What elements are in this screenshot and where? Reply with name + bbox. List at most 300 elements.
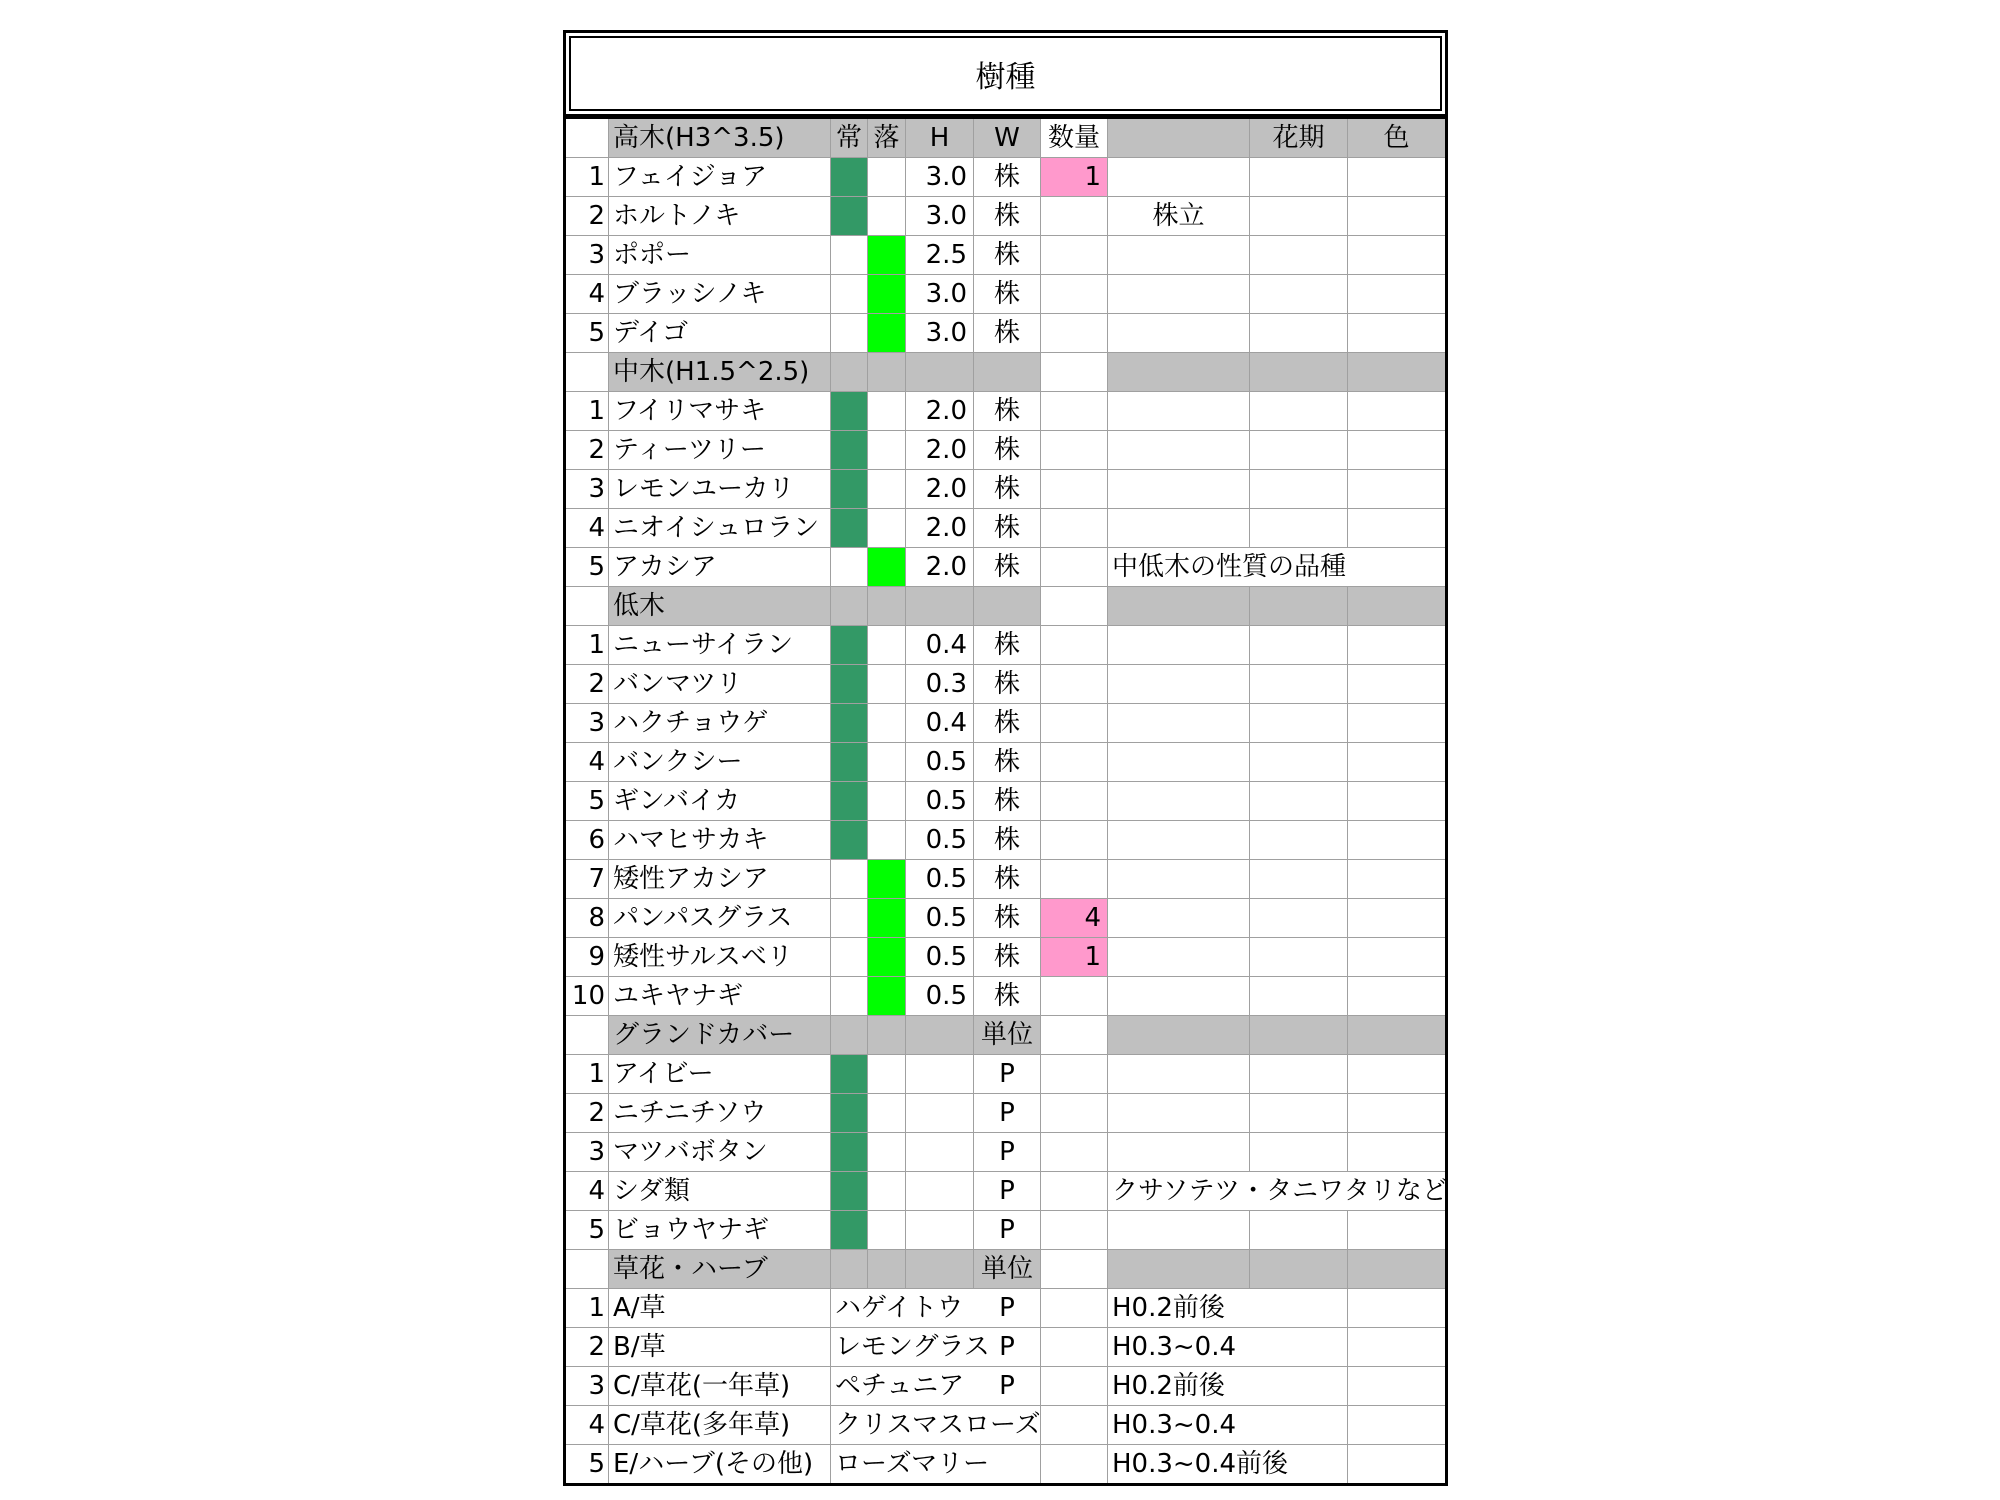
table-row [565,1367,1447,1406]
deciduous-marker [868,977,906,1016]
flower-value [1250,782,1348,821]
evergreen-marker [831,665,868,704]
table-row [565,1094,1447,1133]
quantity-value [1041,743,1108,782]
color-value [1348,743,1447,782]
quantity-value [1041,1094,1108,1133]
quantity-cell [1041,353,1108,392]
species-name: ギンバイカ [609,782,831,821]
color-value [1348,509,1447,548]
species-name: ティーツリー [609,431,831,470]
flower-value [1250,1211,1348,1250]
quantity-value [1041,1289,1108,1328]
row-number: 3 [565,1367,609,1406]
evergreen-marker [831,470,868,509]
flower-value [1250,899,1348,938]
sheet-title: 樹種 [569,36,1442,111]
table-row [565,509,1447,548]
flower-value [1250,1055,1348,1094]
species-name: ビョウヤナギ [609,1211,831,1250]
width-value: 株 [974,977,1041,1016]
row-number: 3 [565,236,609,275]
height-value: 0.4 [906,704,974,743]
species-name: アイビー [609,1055,831,1094]
deciduous-marker [868,1133,906,1172]
row-number: 1 [565,392,609,431]
species-name: ブラッシノキ [609,275,831,314]
color-value [1348,704,1447,743]
note-header [1108,118,1250,158]
deciduous-marker [868,1211,906,1250]
quantity-value [1041,392,1108,431]
row-number: 1 [565,1289,609,1328]
quantity-value [1041,1445,1108,1485]
color-value [1348,431,1447,470]
deciduous-marker [868,431,906,470]
species-table [563,117,1448,1486]
quantity-value [1041,977,1108,1016]
flower-cell [1250,1250,1348,1289]
example-species: レモングラス [831,1328,974,1367]
flower-value [1250,470,1348,509]
width-value: 株 [974,197,1041,236]
height-cell [906,353,974,392]
ground-section-header [565,1016,1447,1055]
table-row [565,1211,1447,1250]
flower-value [1250,392,1348,431]
note-value [1108,899,1250,938]
evergreen-marker [831,1172,868,1211]
height-value: 2.0 [906,548,974,587]
note-value [1108,821,1250,860]
table-row [565,821,1447,860]
deciduous-marker [868,470,906,509]
width-value: 株 [974,314,1041,353]
row-number: 4 [565,275,609,314]
quantity-value [1041,548,1108,587]
deciduous-marker [868,314,906,353]
species-name: バンクシー [609,743,831,782]
note-cell [1108,587,1250,626]
row-number: 5 [565,314,609,353]
color-value [1348,899,1447,938]
height-value: 0.3 [906,665,974,704]
note-value: H0.2前後 [1108,1367,1348,1406]
flower-cell [1250,1016,1348,1055]
species-name: ポポー [609,236,831,275]
color-value [1348,1094,1447,1133]
unit-value: P [974,1289,1041,1328]
width-cell [974,587,1041,626]
height-cell [906,1250,974,1289]
column-header-row [565,118,1447,158]
color-value [1348,1328,1447,1367]
height-value: 2.0 [906,470,974,509]
width-value: 株 [974,236,1041,275]
quantity-value [1041,1172,1108,1211]
evergreen-marker [831,1055,868,1094]
color-cell [1348,353,1447,392]
evergreen-header: 常 [831,118,868,158]
height-value: 2.0 [906,392,974,431]
species-name: ニチニチソウ [609,1094,831,1133]
row-number: 1 [565,1055,609,1094]
note-value: H0.3~0.4 [1108,1328,1348,1367]
width-value: 株 [974,548,1041,587]
quantity-value [1041,704,1108,743]
note-value [1108,1094,1250,1133]
height-value: 3.0 [906,275,974,314]
evergreen-marker [831,236,868,275]
height-value: 0.5 [906,938,974,977]
note-value [1108,977,1250,1016]
species-name: ニューサイラン [609,626,831,665]
row-number: 4 [565,509,609,548]
species-name: ニオイシュロラン [609,509,831,548]
evergreen-marker [831,743,868,782]
table-row [565,782,1447,821]
evergreen-marker [831,704,868,743]
deciduous-marker [868,197,906,236]
width-value: 株 [974,392,1041,431]
unit-value: P [974,1211,1041,1250]
evergreen-marker [831,899,868,938]
unit-value: P [974,1328,1041,1367]
deciduous-marker [868,275,906,314]
evergreen-marker [831,431,868,470]
evergreen-marker [831,548,868,587]
quantity-value [1041,626,1108,665]
deciduous-marker [868,158,906,197]
row-number: 10 [565,977,609,1016]
flower-value [1250,626,1348,665]
width-value: 株 [974,743,1041,782]
color-value [1348,470,1447,509]
row-number: 3 [565,704,609,743]
species-name: パンパスグラス [609,899,831,938]
width-header: W [974,118,1041,158]
height-value: 2.5 [906,236,974,275]
row-number: 4 [565,1406,609,1445]
quantity-value [1041,665,1108,704]
evergreen-cell [831,587,868,626]
note-cell [1108,353,1250,392]
height-value: 0.5 [906,782,974,821]
note-value [1108,509,1250,548]
table-row [565,470,1447,509]
quantity-value [1041,860,1108,899]
quantity-value [1041,314,1108,353]
table-row [565,197,1447,236]
category-name: C/草花(一年草) [609,1367,831,1406]
unit-value: P [974,1367,1041,1406]
width-value: 株 [974,899,1041,938]
color-value [1348,1406,1447,1445]
flower-value [1250,509,1348,548]
species-name: レモンユーカリ [609,470,831,509]
note-value [1108,1055,1250,1094]
row-number: 2 [565,1328,609,1367]
height-value [906,1172,974,1211]
evergreen-marker [831,509,868,548]
row-number: 6 [565,821,609,860]
evergreen-marker [831,197,868,236]
deciduous-marker [868,1172,906,1211]
quantity-value [1041,236,1108,275]
herbs-section-label: 草花・ハーブ [609,1250,831,1289]
flower-value [1250,1133,1348,1172]
row-number: 2 [565,197,609,236]
deciduous-cell [868,353,906,392]
color-value [1348,197,1447,236]
color-value [1348,821,1447,860]
width-value: 株 [974,782,1041,821]
note-value [1108,470,1250,509]
row-number: 3 [565,1133,609,1172]
species-name: フイリマサキ [609,392,831,431]
quantity-value: 1 [1041,158,1108,197]
width-value: 株 [974,509,1041,548]
deciduous-cell [868,587,906,626]
species-name: アカシア [609,548,831,587]
quantity-value [1041,509,1108,548]
width-value: 株 [974,665,1041,704]
table-row [565,1133,1447,1172]
note-value: 中低木の性質の品種 [1108,548,1447,587]
note-value: H0.3~0.4 [1108,1406,1348,1445]
flower-value [1250,704,1348,743]
deciduous-marker [868,1094,906,1133]
color-value [1348,236,1447,275]
species-name: マツバボタン [609,1133,831,1172]
width-cell [974,353,1041,392]
color-value [1348,977,1447,1016]
example-species: ローズマリー [831,1445,1041,1485]
height-value: 0.5 [906,821,974,860]
width-value: 株 [974,275,1041,314]
color-header: 色 [1348,118,1447,158]
note-value [1108,392,1250,431]
note-value: クサソテツ・タニワタリなど [1108,1172,1447,1211]
evergreen-marker [831,860,868,899]
table-row [565,548,1447,587]
deciduous-cell [868,1250,906,1289]
flower-value [1250,821,1348,860]
note-value [1108,431,1250,470]
unit-value: P [974,1172,1041,1211]
deciduous-marker [868,782,906,821]
no-cell [565,1250,609,1289]
flower-value [1250,275,1348,314]
note-value: H0.2前後 [1108,1289,1348,1328]
color-value [1348,938,1447,977]
species-name: 矮性アカシア [609,860,831,899]
category-name: C/草花(多年草) [609,1406,831,1445]
note-value [1108,665,1250,704]
flower-value [1250,431,1348,470]
row-number: 7 [565,860,609,899]
color-cell [1348,1016,1447,1055]
height-value [906,1133,974,1172]
color-value [1348,626,1447,665]
width-value: 株 [974,431,1041,470]
row-number: 4 [565,1172,609,1211]
height-cell [906,1016,974,1055]
table-row [565,977,1447,1016]
flower-cell [1250,353,1348,392]
deciduous-marker [868,1055,906,1094]
table-row [565,392,1447,431]
evergreen-marker [831,1133,868,1172]
unit-value: P [974,1055,1041,1094]
flower-value [1250,743,1348,782]
deciduous-marker [868,704,906,743]
evergreen-marker [831,626,868,665]
title-box [563,30,1448,117]
deciduous-marker [868,665,906,704]
species-name: デイゴ [609,314,831,353]
evergreen-marker [831,1211,868,1250]
row-number: 2 [565,431,609,470]
quantity-value: 4 [1041,899,1108,938]
no-cell [565,1016,609,1055]
flower-value [1250,1094,1348,1133]
category-name: A/草 [609,1289,831,1328]
deciduous-cell [868,1016,906,1055]
note-value [1108,938,1250,977]
quantity-cell [1041,1250,1108,1289]
color-value [1348,1445,1447,1485]
example-species: ハゲイトウ [831,1289,974,1328]
width-value: 株 [974,860,1041,899]
note-value: 株立 [1108,197,1250,236]
table-row [565,1055,1447,1094]
evergreen-marker [831,821,868,860]
width-value: 株 [974,626,1041,665]
quantity-value [1041,470,1108,509]
table-row [565,236,1447,275]
row-number: 5 [565,1445,609,1485]
quantity-value [1041,1328,1108,1367]
color-value [1348,782,1447,821]
note-value [1108,275,1250,314]
table-row [565,626,1447,665]
table-row [565,1445,1447,1485]
color-value [1348,1211,1447,1250]
deciduous-marker [868,821,906,860]
low-section-label: 低木 [609,587,831,626]
deciduous-marker [868,392,906,431]
color-value [1348,1055,1447,1094]
quantity-value [1041,821,1108,860]
table-row [565,1289,1447,1328]
deciduous-marker [868,743,906,782]
table-row [565,704,1447,743]
flower-value [1250,938,1348,977]
table-row [565,938,1447,977]
color-cell [1348,1250,1447,1289]
quantity-header: 数量 [1041,118,1108,158]
flower-value [1250,977,1348,1016]
tree-species-sheet [563,30,1448,1486]
flower-value [1250,314,1348,353]
deciduous-marker [868,548,906,587]
deciduous-marker [868,899,906,938]
species-name: シダ類 [609,1172,831,1211]
table-row [565,1172,1447,1211]
note-value [1108,314,1250,353]
quantity-value [1041,275,1108,314]
table-row [565,1406,1447,1445]
height-value: 0.4 [906,626,974,665]
quantity-value [1041,1406,1108,1445]
note-value [1108,860,1250,899]
color-value [1348,1289,1447,1328]
evergreen-marker [831,275,868,314]
tall-section-label: 高木(H3^3.5) [609,118,831,158]
color-value [1348,860,1447,899]
note-value [1108,236,1250,275]
flower-season-header: 花期 [1250,118,1348,158]
height-value: 2.0 [906,509,974,548]
deciduous-marker [868,509,906,548]
quantity-value: 1 [1041,938,1108,977]
quantity-value [1041,1133,1108,1172]
color-value [1348,158,1447,197]
category-name: B/草 [609,1328,831,1367]
deciduous-marker [868,860,906,899]
row-number: 4 [565,743,609,782]
row-number: 8 [565,899,609,938]
species-name: 矮性サルスベリ [609,938,831,977]
note-value [1108,782,1250,821]
species-name: バンマツリ [609,665,831,704]
deciduous-marker [868,626,906,665]
flower-value [1250,158,1348,197]
width-value: 株 [974,704,1041,743]
note-cell [1108,1250,1250,1289]
species-name: ホルトノキ [609,197,831,236]
width-value: 株 [974,158,1041,197]
table-row [565,275,1447,314]
color-value [1348,314,1447,353]
note-value: H0.3~0.4前後 [1108,1445,1348,1485]
evergreen-cell [831,353,868,392]
height-value [906,1211,974,1250]
no-header [565,118,609,158]
unit-value: P [974,1133,1041,1172]
table-row [565,743,1447,782]
table-row [565,860,1447,899]
deciduous-marker [868,938,906,977]
height-value: 3.0 [906,158,974,197]
table-row [565,314,1447,353]
quantity-cell [1041,587,1108,626]
example-species: ペチュニア [831,1367,974,1406]
deciduous-header: 落 [868,118,906,158]
example-species: クリスマスローズ [831,1406,1041,1445]
row-number: 5 [565,1211,609,1250]
no-cell [565,353,609,392]
note-cell [1108,1016,1250,1055]
quantity-value [1041,1367,1108,1406]
height-value: 3.0 [906,197,974,236]
row-number: 5 [565,548,609,587]
color-value [1348,392,1447,431]
color-value [1348,1367,1447,1406]
evergreen-marker [831,314,868,353]
row-number: 1 [565,158,609,197]
